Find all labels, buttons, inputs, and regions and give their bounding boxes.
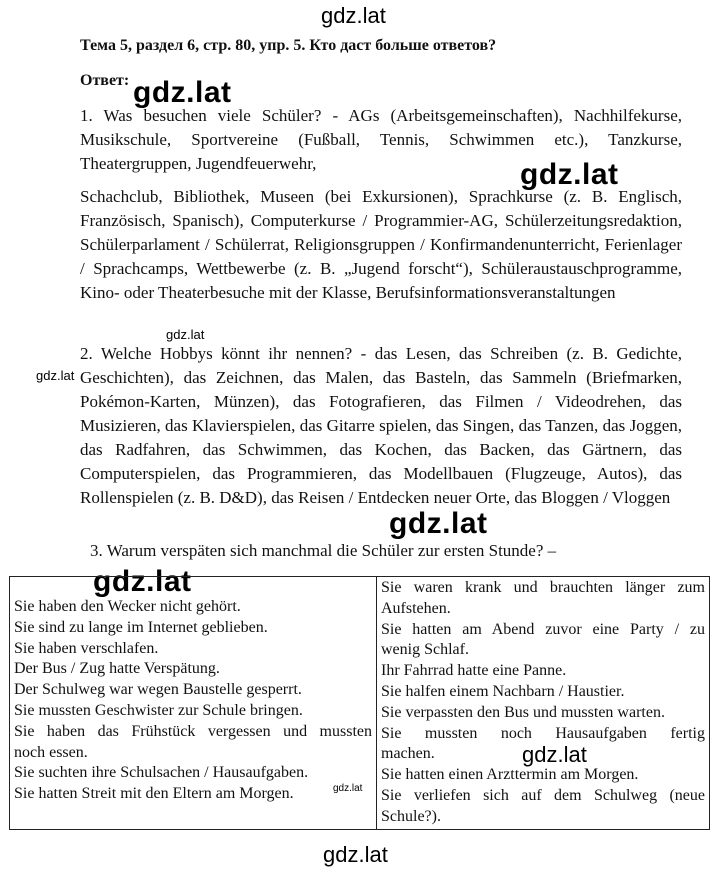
- list-item: Sie suchten ihre Schulsachen / Hausaufgaben.: [14, 764, 309, 782]
- list-item: Sie hatten Streit mit den Eltern am Morgen.: [14, 785, 294, 803]
- table-row: [10, 577, 710, 830]
- section-1-part-2: Schachclub, Bibliothek, Museen (bei Exkursionen), Sprachkurse (z. B. Englisch, Französisch, Spanisch), Computerkurse / Programmier-AG, Schülerzeitungsredaktion, Schülerparlament / Schülerrat, Religionsgruppen / Konfirmandenunterricht, Ferienlager / Sprachcamps, Wettbewerbe (z. B. „Jugend forscht“), Schüleraustauschprogramme, Kino- oder Theaterbesuche mit der Klasse, Berufsinformationsveranstaltungen: [80, 187, 682, 302]
- section-1-part-1: 1. Was besuchen viele Schüler? - AGs (Arbeitsgemeinschaften), Nachhilfekurse, Musikschule, Sportvereine (Fußball, Tennis, Schwimmen etc.), Tanzkurse, Theatergruppen, Jugendfeuerwehr,: [80, 106, 682, 173]
- watermark-3: gdz.lat: [389, 507, 488, 540]
- list-item: Sie haben den Wecker nicht gehört.: [14, 598, 241, 615]
- watermark-small-1: gdz.lat: [166, 327, 205, 342]
- watermark-2: gdz.lat: [520, 158, 619, 191]
- list-item: Aufstehen.: [381, 599, 451, 617]
- watermark-tiny: gdz.lat: [333, 783, 363, 794]
- watermark-5: gdz.lat: [522, 742, 587, 767]
- list-item: Sie mussten Geschwister zur Schule bringen.: [14, 701, 303, 719]
- reasons-right-column: [377, 577, 710, 830]
- list-item: Der Schulweg war wegen Baustelle gesperrt.: [14, 681, 302, 699]
- section-2-hobbies: 2. Welche Hobbys könnt ihr nennen? - das Lesen, das Schreiben (z. B. Gedichte, Geschichten), das Zeichnen, das Malen, das Basteln, das Sammeln (Briefmarken, Pokémon-Karten, Münzen), das Fotografieren, das Filmen / Videodrehen, das Musizieren, das Klavierspielen, das Gitarre spielen, das Singen, das Tanzen, das Joggen, das Radfahren, das Schwimmen, das Kochen, das Backen, das Gärtnern, das Computerspielen, das Programmieren, das Modellbauen (Flugzeuge, Autos), das Rollenspielen (z. B. D&D), das Reisen / Entdecken neuer Orte, das Bloggen / Vloggen: [80, 344, 682, 507]
- list-item: Sie sind zu lange im Internet geblieben.: [14, 618, 268, 636]
- list-item: Sie verliefen sich auf dem Schulweg (neue: [381, 786, 705, 804]
- list-item: Sie hatten am Abend zuvor eine Party / zu: [381, 620, 705, 638]
- watermark-4: gdz.lat: [93, 565, 192, 598]
- list-item: Sie halfen einem Nachbarn / Haustier.: [381, 682, 625, 700]
- exercise-title: Тема 5, раздел 6, стр. 80, упр. 5. Кто даст больше ответов?: [80, 37, 497, 54]
- list-item: Sie mussten noch Hausaufgaben fertig: [381, 724, 705, 742]
- list-item: Schule?).: [381, 807, 441, 825]
- list-item: wenig Schlaf.: [381, 641, 469, 659]
- section-3-question: 3. Warum verspäten sich manchmal die Schüler zur ersten Stunde? –: [90, 541, 557, 560]
- watermark-top: gdz.lat: [321, 3, 386, 28]
- list-item: machen.: [381, 745, 435, 763]
- reasons-left-column: [10, 577, 377, 830]
- list-item: Sie haben das Frühstück vergessen und mussten: [14, 722, 372, 740]
- answer-label: Ответ:: [80, 72, 130, 89]
- list-item: Sie waren krank und brauchten länger zum: [381, 579, 705, 596]
- reasons-table: [9, 576, 710, 830]
- watermark-small-2: gdz.lat: [36, 368, 75, 383]
- list-item: Der Bus / Zug hatte Verspätung.: [14, 660, 220, 678]
- list-item: Sie hatten einen Arzttermin am Morgen.: [381, 766, 639, 784]
- watermark-1: gdz.lat: [133, 76, 232, 109]
- list-item: Ihr Fahrrad hatte eine Panne.: [381, 662, 567, 680]
- list-item: Sie verpassten den Bus und mussten warten.: [381, 703, 665, 721]
- list-item: noch essen.: [14, 743, 88, 761]
- watermark-bottom: gdz.lat: [323, 842, 388, 867]
- list-item: Sie haben verschlafen.: [14, 639, 159, 657]
